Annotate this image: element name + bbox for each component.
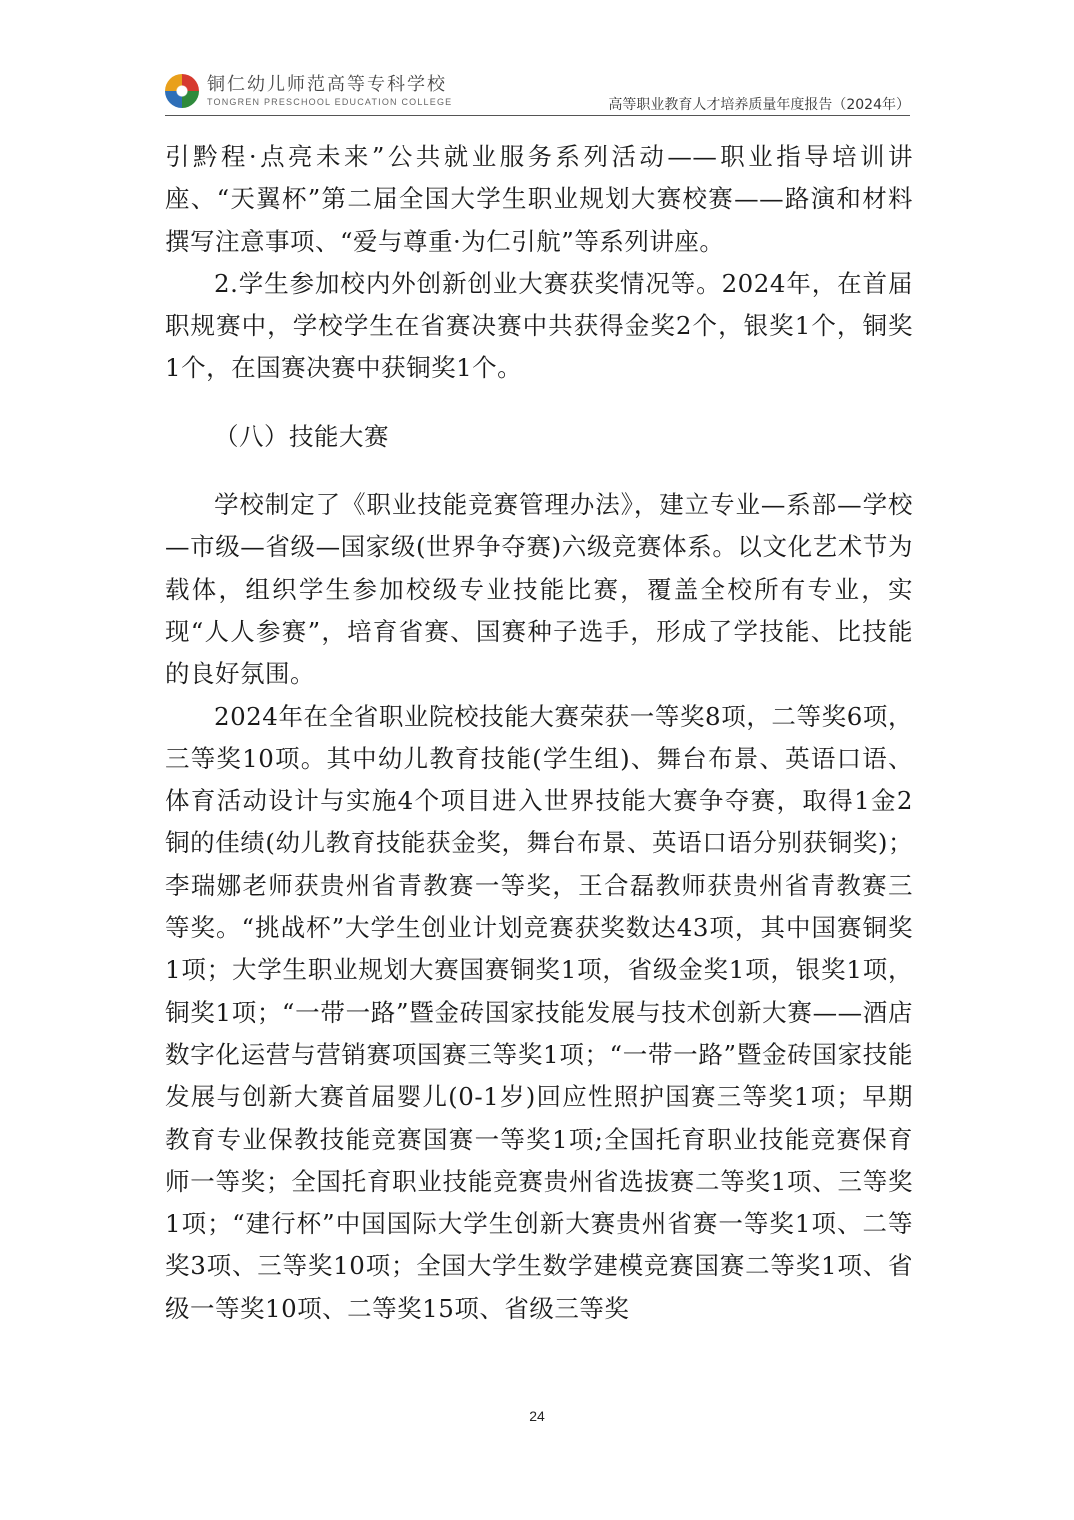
school-name-cn: 铜仁幼儿师范高等专科学校 xyxy=(207,73,447,95)
paragraph-career-activities: 引黔程·点亮未来”公共就业服务系列活动——职业指导培训讲座、“天翼杯”第二届全国大学生职业规划大赛校赛——路演和材料撰写注意事项、“爱与尊重·为仁引航”等系列讲座。 xyxy=(165,142,913,256)
report-title: 高等职业教育人才培养质量年度报告（2024年） xyxy=(608,97,910,113)
school-logo-text xyxy=(207,73,453,107)
page-body xyxy=(165,136,913,1330)
school-name-en: TONGREN PRESCHOOL EDUCATION COLLEGE xyxy=(207,96,453,107)
section-heading-skills-competition: （八）技能大赛 xyxy=(214,421,389,451)
page-header xyxy=(165,70,910,114)
paragraph-competition-system: 学校制定了《职业技能竞赛管理办法》，建立专业—系部—学校—市级—省级—国家级(世界争夺赛)六级竞赛体系。以文化艺术节为载体，组织学生参加校级专业技能比赛，覆盖全校所有专业，实现“人人参赛”，培育省赛、国赛种子选手，形成了学技能、比技能的良好氛围。 xyxy=(165,490,913,689)
school-logo-icon xyxy=(165,74,199,108)
page-number: 24 xyxy=(529,1408,545,1424)
paragraph-innovation-awards: 2.学生参加校内外创新创业大赛获奖情况等。2024年，在首届职规赛中，学校学生在省赛决赛中共获得金奖2个，银奖1个，铜奖1个，在国赛决赛中获铜奖1个。 xyxy=(165,268,913,383)
paragraph-2024-awards: 2024年在全省职业院校技能大赛荣获一等奖8项，二等奖6项，三等奖10项。其中幼儿教育技能(学生组)、舞台布景、英语口语、体育活动设计与实施4个项目进入世界技能大赛争夺赛，取得1金2铜的佳绩(幼儿教育技能获金奖，舞台布景、英语口语分别获铜奖)；李瑞娜老师获贵州省青教赛一等奖，王合磊教师获贵州省青教赛三等奖。“挑战杯”大学生创业计划竞赛获奖数达43项，其中国赛铜奖1项；大学生职业规划大赛国赛铜奖1项，省级金奖1项，银奖1项，铜奖1项；“一带一路”暨金砖国家技能发展与技术创新大赛——酒店数字化运营与营销赛项国赛三等奖1项；“一带一路”暨金砖国家技能发展与创新大赛首届婴儿(0-1岁)回应性照护国赛三等奖1项；早期教育专业保教技能竞赛国赛一等奖1项;全国托育职业技能竞赛保育师一等奖；全国托育职业技能竞赛贵州省选拔赛二等奖1项、三等奖1项；“建行杯”中国国际大学生创新大赛贵州省赛一等奖1项、二等奖3项、三等奖10项；全国大学生数学建模竞赛国赛二等奖1项、省级一等奖10项、二等奖15项、省级三等奖 xyxy=(165,701,913,1323)
header-divider xyxy=(165,115,910,116)
school-logo xyxy=(165,74,452,108)
